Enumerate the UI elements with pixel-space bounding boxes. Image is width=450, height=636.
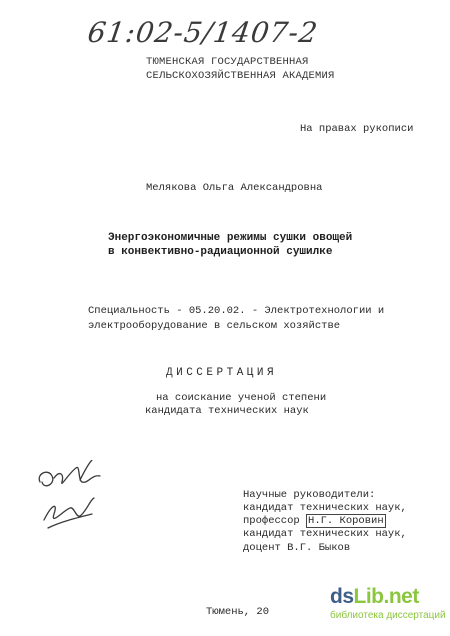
thesis-title-line-1: Энергоэкономичные режимы сушки овощей bbox=[108, 232, 353, 244]
signature-upper bbox=[39, 460, 100, 486]
thesis-title-line-2: в конвективно-радиационной сушилке bbox=[108, 246, 333, 258]
supervisor-2-line: доцент В.Г. Быков bbox=[243, 542, 351, 554]
supervisor-2-degree: кандидат технических наук, bbox=[243, 528, 407, 540]
supervisor-1-name: Н.Г. Коровин bbox=[308, 515, 384, 527]
specialty-line-1: Специальность - 05.20.02. - Электротехнологии и bbox=[88, 305, 385, 317]
degree-line-1: на соискание ученой степени bbox=[156, 392, 327, 404]
watermark-logo-row bbox=[330, 585, 448, 609]
author-name: Мелякова Ольга Александровна bbox=[146, 182, 323, 194]
city-year: Тюмень, 20 bbox=[206, 606, 270, 618]
rights-note: На правах рукописи bbox=[300, 123, 414, 135]
archive-code-handwritten: 61:02-5/1407-2 bbox=[85, 16, 321, 49]
watermark-caption: библиотека диссертаций bbox=[330, 610, 446, 621]
supervisor-1-line bbox=[243, 515, 386, 527]
document-type: ДИССЕРТАЦИЯ bbox=[166, 367, 278, 379]
watermark-logo bbox=[330, 585, 448, 631]
organization-line-1: ТЮМЕНСКАЯ ГОСУДАРСТВЕННАЯ bbox=[146, 56, 309, 68]
handwritten-signatures bbox=[30, 460, 140, 540]
supervisor-1-title: профессор bbox=[243, 515, 307, 527]
watermark-logo-ds: ds bbox=[330, 585, 354, 608]
degree-line-2: кандидата технических наук bbox=[145, 405, 309, 417]
signature-lower bbox=[44, 498, 94, 528]
supervisor-1-degree: кандидат технических наук, bbox=[243, 502, 407, 514]
specialty-line-2: электрооборудование в сельском хозяйстве bbox=[88, 320, 341, 332]
watermark-logo-lib: Lib.net bbox=[353, 585, 419, 608]
supervisors-heading: Научные руководители: bbox=[243, 489, 376, 501]
organization-line-2: СЕЛЬСКОХОЗЯЙСТВЕННАЯ АКАДЕМИЯ bbox=[146, 70, 335, 82]
